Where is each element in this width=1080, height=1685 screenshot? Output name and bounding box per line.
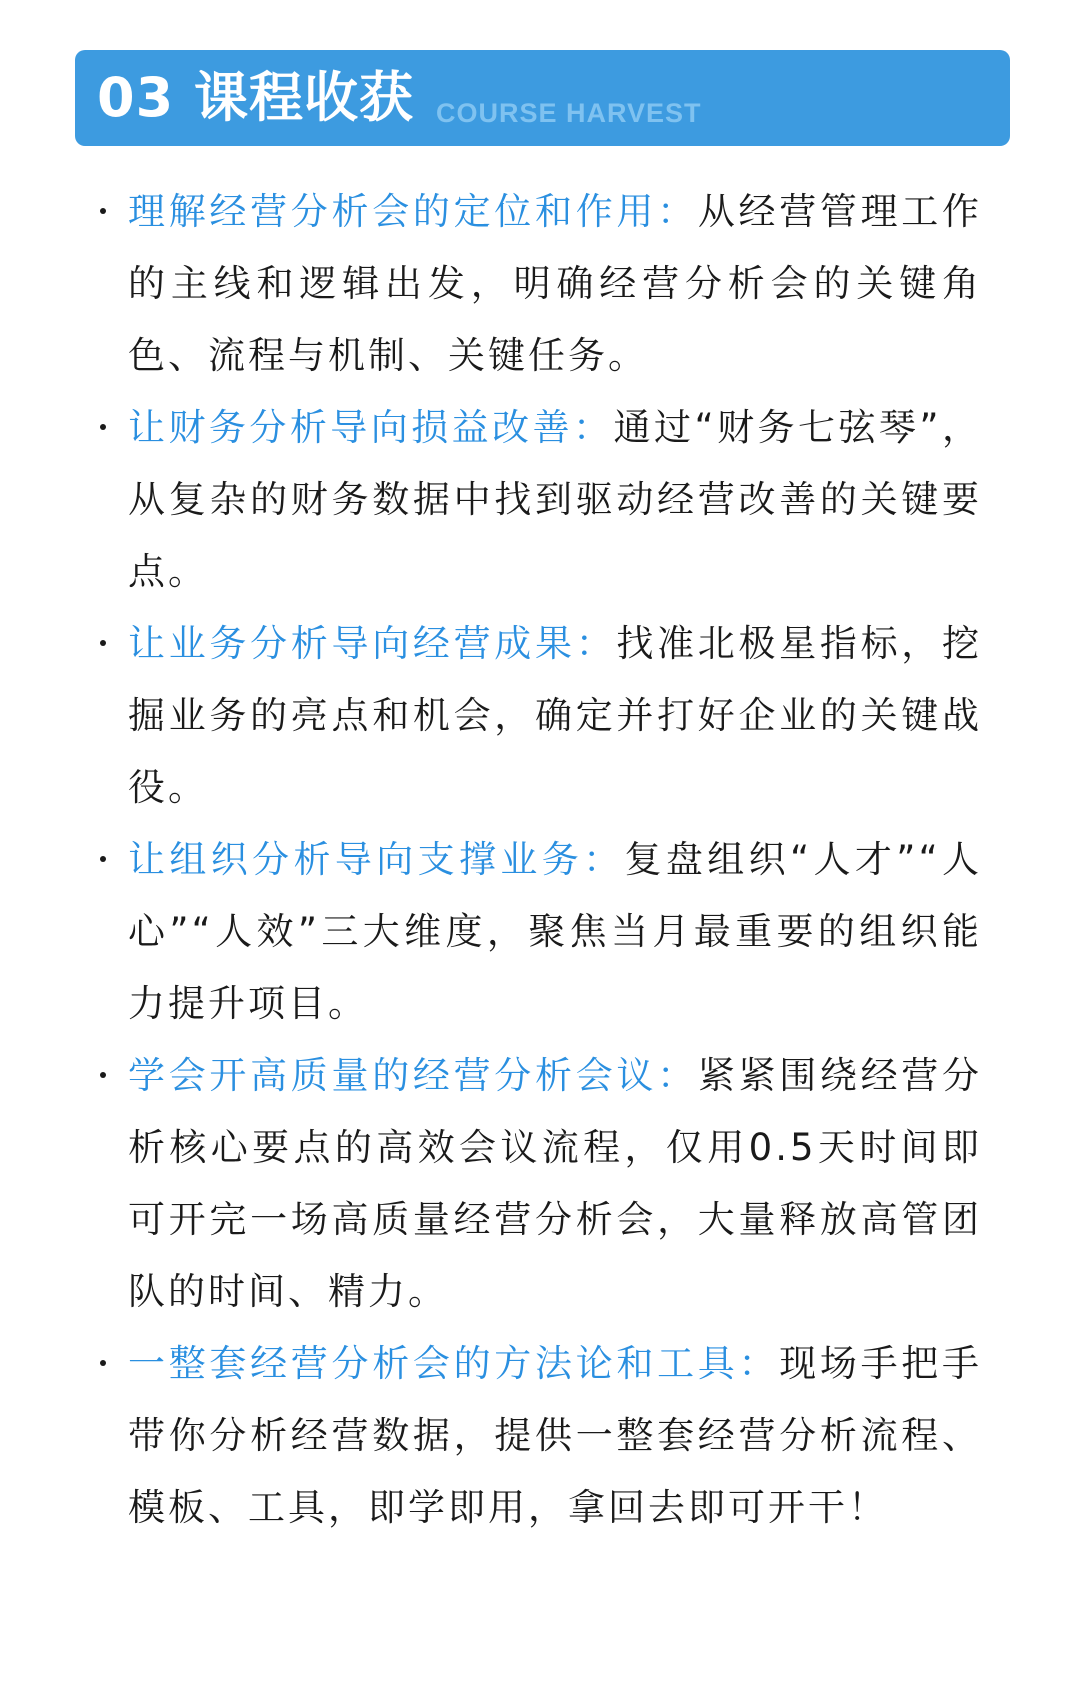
section-title: 03 课程收获 bbox=[97, 66, 414, 129]
bullet-icon bbox=[100, 424, 106, 430]
item-text: 复盘组织“人才”“人心”“人效”三大维度，聚焦当月最重要的组织能力提升项目。 bbox=[128, 838, 982, 1025]
item-highlight: 理解经营分析会的定位和作用： bbox=[128, 190, 698, 233]
bullet-icon bbox=[100, 1360, 106, 1366]
list-item bbox=[100, 176, 982, 392]
item-highlight: 让财务分析导向损益改善： bbox=[128, 406, 614, 449]
item-highlight: 让业务分析导向经营成果： bbox=[128, 622, 617, 665]
harvest-list bbox=[100, 176, 982, 1544]
item-highlight: 一整套经营分析会的方法论和工具： bbox=[128, 1342, 780, 1385]
bullet-icon bbox=[100, 856, 106, 862]
bullet-icon bbox=[100, 1072, 106, 1078]
item-text: 通过“财务七弦琴”，从复杂的财务数据中找到驱动经营改善的关键要点。 bbox=[128, 406, 983, 593]
bullet-icon bbox=[100, 208, 106, 214]
item-text: 从经营管理工作的主线和逻辑出发，明确经营分析会的关键角色、流程与机制、关键任务。 bbox=[128, 190, 983, 377]
item-text: 紧紧围绕经营分析核心要点的高效会议流程，仅用0.5天时间即可开完一场高质量经营分析会，大量释放高管团队的时间、精力。 bbox=[128, 1054, 983, 1313]
list-item bbox=[100, 392, 982, 608]
list-item bbox=[100, 608, 982, 824]
item-highlight: 让组织分析导向支撑业务： bbox=[128, 838, 625, 881]
list-item bbox=[100, 824, 982, 1040]
list-item bbox=[100, 1328, 982, 1544]
bullet-icon bbox=[100, 640, 106, 646]
item-text: 找准北极星指标，挖掘业务的亮点和机会，确定并打好企业的关键战役。 bbox=[128, 622, 983, 809]
section-subtitle: COURSE HARVEST bbox=[435, 97, 702, 128]
item-text: 现场手把手带你分析经营数据，提供一整套经营分析流程、模板、工具，即学即用，拿回去即可开干！ bbox=[128, 1342, 983, 1529]
section-header bbox=[75, 50, 1010, 146]
list-item bbox=[100, 1040, 982, 1328]
item-highlight: 学会开高质量的经营分析会议： bbox=[128, 1054, 698, 1097]
